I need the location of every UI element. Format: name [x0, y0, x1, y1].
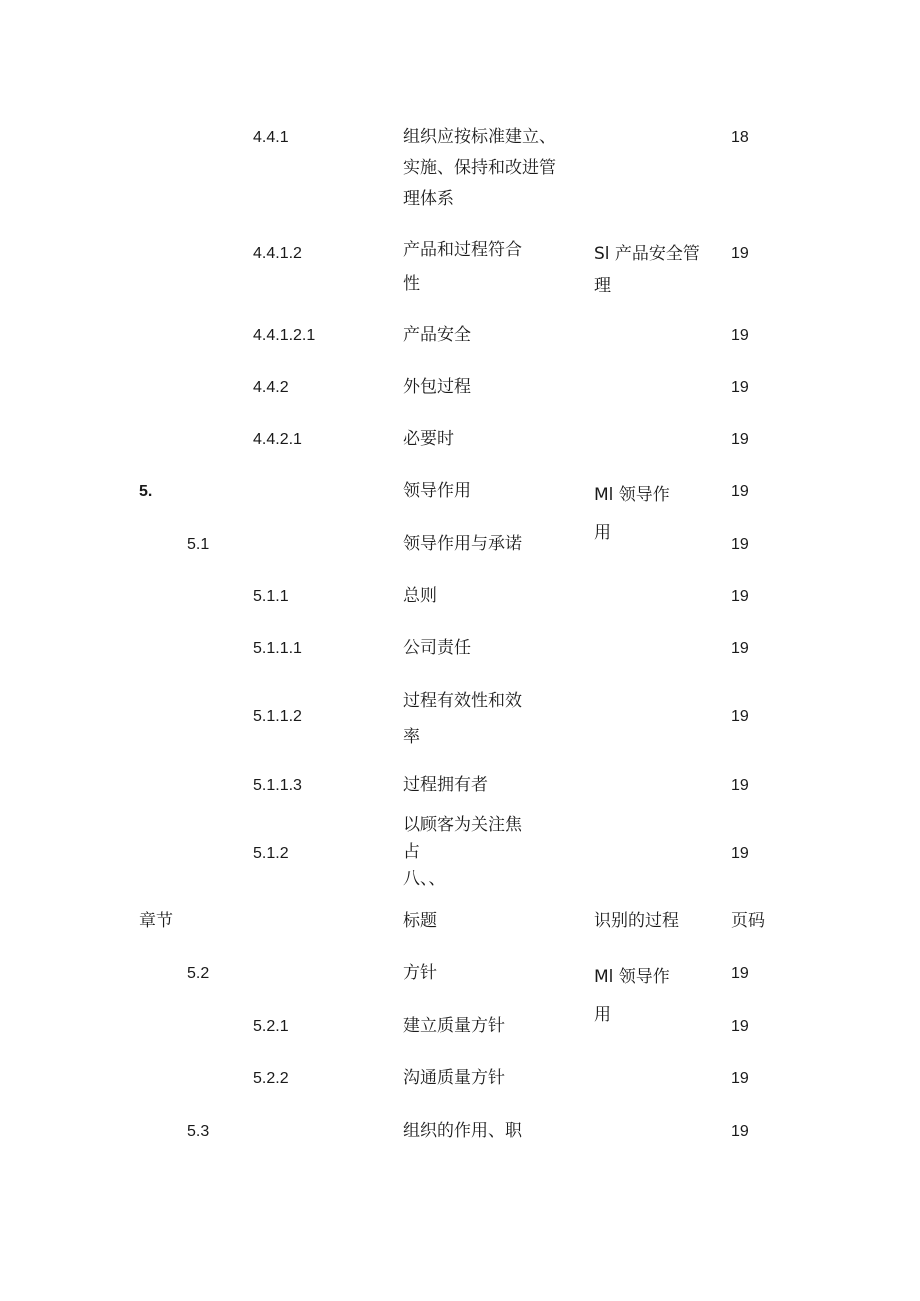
section-number: 5.2 — [187, 965, 210, 982]
section-title: 总则 — [403, 586, 437, 606]
section-number: 5.1.1.3 — [253, 777, 302, 794]
page-number: 19 — [731, 483, 749, 500]
page-number: 19 — [731, 327, 749, 344]
section-number: 5.2.1 — [253, 1018, 289, 1035]
section-title: 必要时 — [403, 429, 454, 449]
section-title: 过程拥有者 — [403, 775, 488, 795]
section-title: 产品安全 — [403, 325, 471, 345]
section-number: 4.4.1.2 — [253, 245, 302, 262]
page-number: 19 — [731, 1123, 749, 1140]
page-number: 19 — [731, 640, 749, 657]
section-title: 组织的作用、职 — [403, 1121, 522, 1141]
section-title: 领导作用 — [403, 481, 471, 501]
section-number: 5.1.1.2 — [253, 708, 302, 725]
page-number: 19 — [731, 708, 749, 725]
header-page: 页码 — [731, 911, 765, 931]
page-number: 19 — [731, 536, 749, 553]
section-title: 产品和过程符合 性 — [403, 240, 522, 294]
page-number: 18 — [731, 129, 749, 146]
section-title: 方针 — [403, 963, 437, 983]
section-number: 4.4.2.1 — [253, 431, 302, 448]
section-number: 5.1.1 — [253, 588, 289, 605]
section-number: 4.4.1.2.1 — [253, 327, 316, 344]
identified-process: Sl 产品安全管 理 — [594, 244, 700, 296]
section-title: 以顾客为关注焦 占 八、、 — [403, 815, 522, 889]
header-process: 识别的过程 — [594, 911, 679, 931]
page-number: 19 — [731, 379, 749, 396]
section-title: 领导作用与承诺 — [403, 534, 522, 554]
page-number: 19 — [731, 1070, 749, 1087]
section-number: 4.4.2 — [253, 379, 289, 396]
section-title: 组织应按标准建立、 实施、保持和改进管 理体系 — [403, 127, 556, 209]
identified-process: Ml 领导作 用 — [594, 485, 670, 543]
section-title: 过程有效性和效 率 — [403, 691, 522, 747]
header-section: 章节 — [139, 911, 173, 931]
section-title: 外包过程 — [403, 377, 471, 397]
section-number: 4.4.1 — [253, 129, 289, 146]
section-number: 5.1 — [187, 536, 210, 553]
page-number: 19 — [731, 777, 749, 794]
page-number: 19 — [731, 588, 749, 605]
section-title: 建立质量方针 — [403, 1016, 505, 1036]
section-number: 5.3 — [187, 1123, 210, 1140]
page-number: 19 — [731, 245, 749, 262]
header-title: 标题 — [403, 911, 437, 931]
page-number: 19 — [731, 845, 749, 862]
page-number: 19 — [731, 431, 749, 448]
section-title: 沟通质量方针 — [403, 1068, 505, 1088]
section-title: 公司责任 — [403, 638, 471, 658]
section-number: 5.2.2 — [253, 1070, 289, 1087]
section-number: 5. — [139, 483, 153, 500]
page-number: 19 — [731, 965, 749, 982]
section-number: 5.1.2 — [253, 845, 289, 862]
section-number: 5.1.1.1 — [253, 640, 302, 657]
identified-process: Ml 领导作 用 — [594, 967, 670, 1025]
page-number: 19 — [731, 1018, 749, 1035]
